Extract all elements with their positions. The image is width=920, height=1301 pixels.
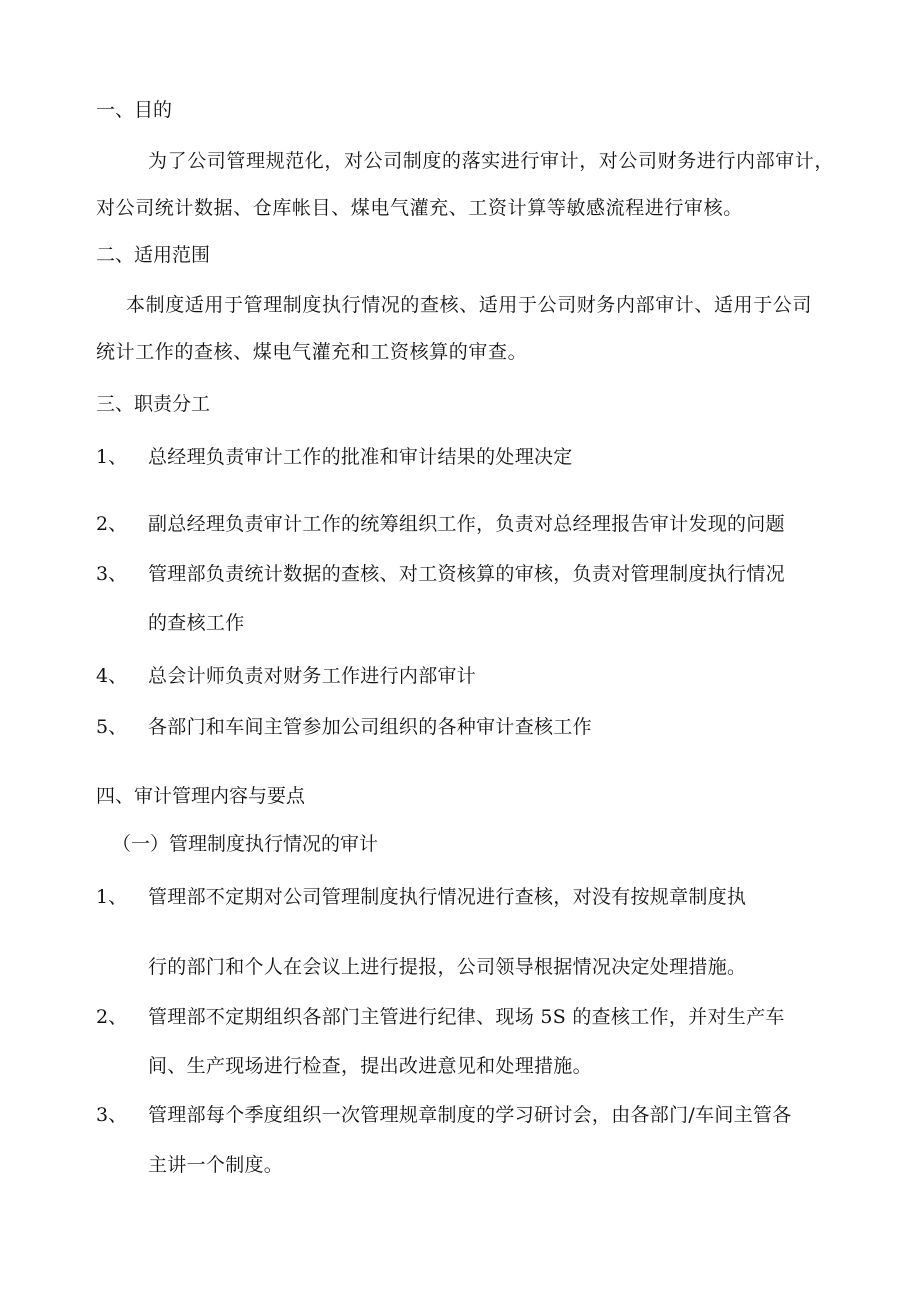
item-text-continued: 间、生产现场进行检查，提出改进意见和处理措施。 xyxy=(148,1055,592,1077)
item-number: 1、 xyxy=(96,886,128,908)
item-text-continued: 行的部门和个人在会议上进行提报，公司领导根据情况决定处理措施。 xyxy=(148,956,747,978)
section-heading-purpose: 一、目的 xyxy=(96,99,173,121)
sub-heading-policy-audit: （一）管理制度执行情况的审计 xyxy=(112,833,379,855)
purpose-paragraph-line-2: 对公司统计数据、仓库帐目、煤电气灌充、工资计算等敏感流程进行审核。 xyxy=(96,197,743,219)
purpose-paragraph-line-1: 为了公司管理规范化，对公司制度的落实进行审计，对公司财务进行内部审计， xyxy=(148,150,835,172)
item-text: 副总经理负责审计工作的统筹组织工作，负责对总经理报告审计发现的问题 xyxy=(148,513,785,535)
item-number: 3、 xyxy=(96,563,128,585)
section-heading-audit-content: 四、审计管理内容与要点 xyxy=(96,785,306,807)
item-text-continued: 的查核工作 xyxy=(148,612,245,634)
section-heading-responsibilities: 三、职责分工 xyxy=(96,393,211,415)
item-text: 管理部不定期组织各部门主管进行纪律、现场 5S 的查核工作，并对生产车 xyxy=(148,1006,785,1028)
item-text: 各部门和车间主管参加公司组织的各种审计查核工作 xyxy=(148,716,592,738)
item-number: 4、 xyxy=(96,665,128,687)
scope-paragraph-line-2: 统计工作的查核、煤电气灌充和工资核算的审查。 xyxy=(96,341,528,363)
item-text: 管理部负责统计数据的查核、对工资核算的审核，负责对管理制度执行情况 xyxy=(148,563,785,585)
item-text: 管理部每个季度组织一次管理规章制度的学习研讨会，由各部门/车间主管各 xyxy=(148,1104,792,1126)
item-number: 5、 xyxy=(96,716,128,738)
item-text: 管理部不定期对公司管理制度执行情况进行查核，对没有按规章制度执 xyxy=(148,886,747,908)
item-number: 1、 xyxy=(96,446,128,468)
item-text: 总经理负责审计工作的批准和审计结果的处理决定 xyxy=(148,446,573,468)
scope-paragraph-line-1: 本制度适用于管理制度执行情况的查核、适用于公司财务内部审计、适用于公司 xyxy=(126,294,813,316)
item-text-continued: 主讲一个制度。 xyxy=(148,1154,284,1176)
section-heading-scope: 二、适用范围 xyxy=(96,244,211,266)
item-number: 3、 xyxy=(96,1104,128,1126)
item-number: 2、 xyxy=(96,513,128,535)
item-number: 2、 xyxy=(96,1006,128,1028)
item-text: 总会计师负责对财务工作进行内部审计 xyxy=(148,665,477,687)
